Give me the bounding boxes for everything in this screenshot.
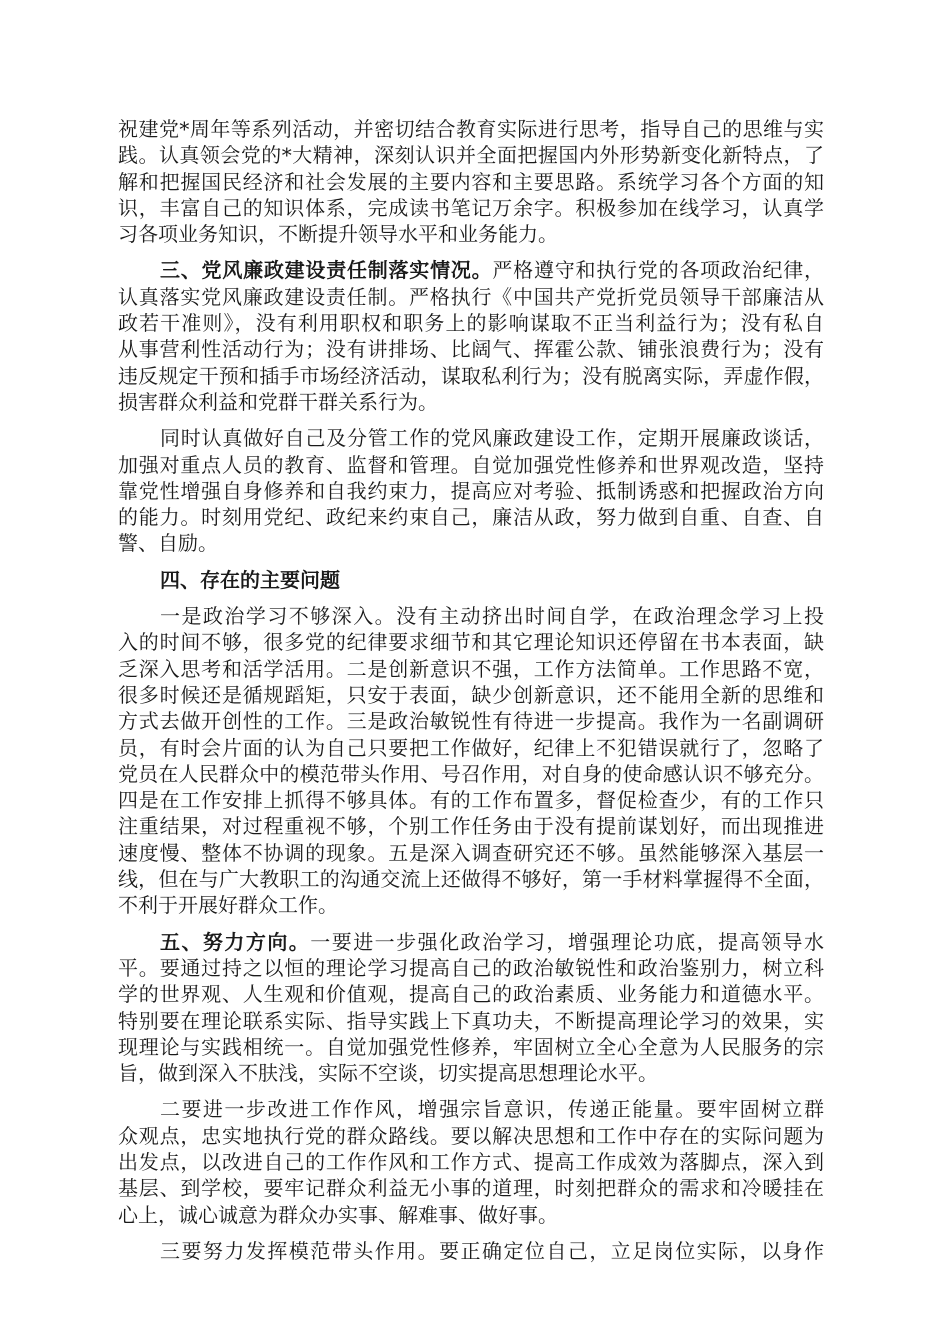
text-line: 基层、到学校，要牢记群众利益无小事的道理，时刻把群众的需求和冷暖挂在 bbox=[118, 1176, 824, 1201]
text-line: 方式去做开创性的工作。三是政治敏锐性有待进一步提高。我作为一名副调研 bbox=[118, 709, 824, 734]
text-line: 四、存在的主要问题 bbox=[160, 567, 340, 592]
text-line: 警、自励。 bbox=[118, 531, 218, 556]
paragraph-section-five bbox=[118, 929, 824, 1087]
section-heading-three: 三、党风廉政建设责任制落实情况。 bbox=[160, 258, 493, 283]
text-line: 线，但在与广大教职工的沟通交流上还做得不够好，第一手材料掌握得不全面， bbox=[118, 867, 824, 892]
text-line: 三要努力发挥模范带头作用。要正确定位自己，立足岗位实际，以身作 bbox=[160, 1238, 824, 1263]
text-line: 损害群众利益和党群干群关系行为。 bbox=[118, 389, 438, 414]
paragraph-study bbox=[118, 116, 824, 247]
text-line: 从事营利性活动行为；没有讲排场、比阔气、挥霍公款、铺张浪费行为；没有 bbox=[118, 337, 824, 362]
text-line: 速度慢、整体不协调的现象。五是深入调查研究还不够。虽然能够深入基层一 bbox=[118, 840, 824, 865]
text-line: 祝建党*周年等系列活动，并密切结合教育实际进行思考，指导自己的思维与实 bbox=[118, 117, 824, 141]
text-line: 特别要在理论联系实际、指导实践上下真功夫，不断提高理论学习的效果，实 bbox=[118, 1008, 824, 1033]
text-line: 识，丰富自己的知识体系，完成读书笔记万余字。积极参加在线学习，认真学 bbox=[118, 195, 824, 220]
section-heading-four bbox=[118, 567, 824, 593]
section-heading-five: 五、努力方向。 bbox=[160, 929, 311, 954]
text-run: 严格遵守和执行党的各项政治纪律， bbox=[492, 258, 824, 283]
text-line: 学的世界观、人生观和价值观，提高自己的政治素质、业务能力和道德水平。 bbox=[118, 982, 824, 1007]
text-line: 加强对重点人员的教育、监督和管理。自觉加强党性修养和世界观改造，坚持 bbox=[118, 452, 824, 477]
text-line: 践。认真领会党的*大精神，深刻认识并全面把握国内外形势新变化新特点，了 bbox=[118, 143, 824, 168]
text-line: 政若干准则》，没有利用职权和职务上的影响谋取不正当利益行为；没有私自 bbox=[118, 311, 824, 336]
paragraph-work-style bbox=[118, 1096, 824, 1227]
paragraph-section-three bbox=[118, 257, 824, 415]
text-line bbox=[118, 929, 824, 955]
text-line: 认真落实党风廉政建设责任制。严格执行《中国共产党折党员领导干部廉洁从 bbox=[118, 284, 824, 309]
text-line: 注重结果，对过程重视不够，个别工作任务由于没有提前谋划好，而出现推进 bbox=[118, 814, 824, 839]
text-line: 一是政治学习不够深入。没有主动挤出时间自学，在政治理念学习上投 bbox=[160, 604, 824, 629]
text-line: 乏深入思考和活学活用。二是创新意识不强，工作方法简单。工作思路不宽， bbox=[118, 656, 824, 681]
text-line: 出发点，以改进自己的工作作风和工作方式、提高工作成效为落脚点，深入到 bbox=[118, 1149, 824, 1174]
text-line: 不利于开展好群众工作。 bbox=[118, 893, 338, 918]
text-line: 同时认真做好自己及分管工作的党风廉政建设工作，定期开展廉政谈话， bbox=[160, 426, 824, 451]
text-line: 二要进一步改进工作作风，增强宗旨意识，传递正能量。要牢固树立群 bbox=[160, 1097, 824, 1122]
document-page bbox=[118, 116, 824, 1274]
paragraph-role-model bbox=[118, 1238, 824, 1264]
text-line: 违反规定干预和插手市场经济活动，谋取私利行为；没有脱离实际，弄虚作假， bbox=[118, 363, 824, 388]
text-line: 很多时候还是循规蹈矩，只安于表面，缺少创新意识，还不能用全新的思维和 bbox=[118, 682, 824, 707]
text-line bbox=[118, 257, 824, 283]
text-line: 旨，做到深入不肤浅，实际不空谈，切实提高思想理论水平。 bbox=[118, 1061, 658, 1086]
text-line: 四是在工作安排上抓得不够具体。有的工作布置多，督促检查少，有的工作只 bbox=[118, 788, 824, 813]
text-line: 员，有时会片面的认为自己只要把工作做好，纪律上不犯错误就行了，忽略了 bbox=[118, 735, 824, 760]
text-line: 解和把握国民经济和社会发展的主要内容和主要思路。系统学习各个方面的知 bbox=[118, 169, 824, 194]
text-run: 一要进一步强化政治学习，增强理论功底，提高领导水 bbox=[310, 929, 824, 954]
text-line: 众观点，忠实地执行党的群众路线。要以解决思想和工作中存在的实际问题为 bbox=[118, 1123, 824, 1148]
text-line: 心上，诚心诚意为群众办实事、解难事、做好事。 bbox=[118, 1202, 558, 1227]
text-line: 的能力。时刻用党纪、政纪来约束自己，廉洁从政，努力做到自重、自查、自 bbox=[118, 505, 824, 530]
text-line: 平。要通过持之以恒的理论学习提高自己的政治敏锐性和政治鉴别力，树立科 bbox=[118, 955, 824, 980]
paragraph-integrity-work bbox=[118, 425, 824, 556]
text-line: 靠党性增强自身修养和自我约束力，提高应对考验、抵制诱惑和把握政治方向 bbox=[118, 478, 824, 503]
paragraph-problems bbox=[118, 603, 824, 919]
text-line: 现理论与实践相统一。自觉加强党性修养，牢固树立全心全意为人民服务的宗 bbox=[118, 1034, 824, 1059]
text-line: 习各项业务知识，不断提升领导水平和业务能力。 bbox=[118, 222, 558, 247]
text-line: 党员在人民群众中的模范带头作用、号召作用，对自身的使命感认识不够充分。 bbox=[118, 761, 824, 786]
text-line: 入的时间不够，很多党的纪律要求细节和其它理论知识还停留在书本表面，缺 bbox=[118, 630, 824, 655]
